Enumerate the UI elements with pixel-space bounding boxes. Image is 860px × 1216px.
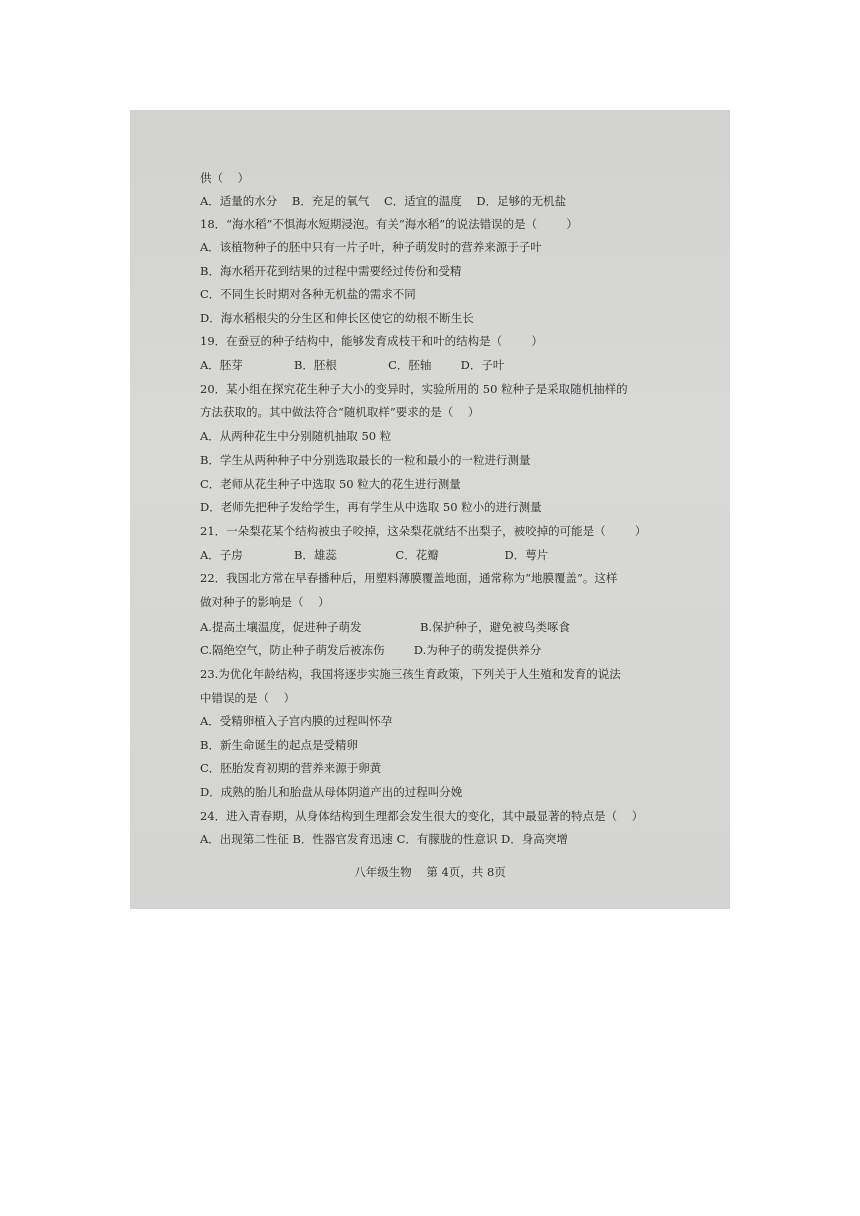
line-q18-b: B．海水稻开花到结果的过程中需要经过传份和受精 bbox=[200, 264, 462, 278]
line-q23-d: D．成熟的胎儿和胎盘从母体阴道产出的过程叫分娩 bbox=[200, 785, 463, 799]
line-q20-a: A．从两种花生中分别随机抽取 50 粒 bbox=[200, 429, 392, 443]
line-q20-stem-2: 方法获取的。其中做法符合“随机取样”要求的是（ ） bbox=[200, 405, 480, 419]
line-q22-ab: A.提高土壤温度，促进种子萌发 B.保护种子，避免被鸟类啄食 bbox=[200, 620, 571, 634]
line-q18-c: C．不同生长时期对各种无机盐的需求不同 bbox=[200, 287, 416, 301]
line-q18-a: A．该植物种子的胚中只有一片子叶，种子萌发时的营养来源于子叶 bbox=[200, 240, 542, 254]
line-q23-a: A．受精卵植入子宫内膜的过程叫怀孕 bbox=[200, 714, 393, 728]
line-q20-c: C．老师从花生种子中选取 50 粒大的花生进行测量 bbox=[200, 477, 461, 491]
line-q18-stem: 18．“海水稻”不惧海水短期浸泡。有关“海水稻”的说法错误的是（ ） bbox=[200, 217, 578, 231]
line-q24-options: A．出现第二性征 B．性器官发育迅速 C．有朦胧的性意识 D．身高突增 bbox=[200, 832, 568, 846]
line-q21-stem: 21．一朵梨花某个结构被虫子咬掉，这朵梨花就结不出梨子，被咬掉的可能是（ ） bbox=[200, 524, 647, 538]
page-footer: 八年级生物 第 4页，共 8页 bbox=[354, 865, 506, 879]
line-q23-c: C．胚胎发育初期的营养来源于卵黄 bbox=[200, 761, 382, 775]
line-q18-d: D．海水稻根尖的分生区和伸长区使它的幼根不断生长 bbox=[200, 311, 474, 325]
line-q23-stem-2: 中错误的是（ ） bbox=[200, 691, 296, 705]
exam-page-photo bbox=[130, 110, 730, 909]
line-q23-stem-1: 23.为优化年龄结构，我国将逐步实施三孩生育政策，下列关于人生殖和发育的说法 bbox=[200, 667, 621, 681]
line-q19-options: A．胚芽 B．胚根 C．胚轴 D．子叶 bbox=[200, 358, 505, 372]
line-q21-options: A．子房 B．雄蕊 C．花瓣 D．萼片 bbox=[200, 548, 549, 562]
line-q24-stem: 24．进入青春期，从身体结构到生理都会发生很大的变化，其中最显著的特点是（ ） bbox=[200, 809, 644, 823]
line-q20-stem-1: 20．某小组在探究花生种子大小的变异时，实验所用的 50 粒种子是采取随机抽样的 bbox=[200, 382, 628, 396]
line-q19-stem: 19．在蚕豆的种子结构中，能够发育成枝干和叶的结构是（ ） bbox=[200, 334, 543, 348]
line-q20-b: B．学生从两种种子中分别选取最长的一粒和最小的一粒进行测量 bbox=[200, 453, 531, 467]
line-q20-d: D．老师先把种子发给学生，再有学生从中选取 50 粒小的进行测量 bbox=[200, 500, 542, 514]
line-q22-cd: C.隔绝空气，防止种子萌发后被冻伤 D.为种子的萌发提供养分 bbox=[200, 643, 542, 657]
line-q22-stem-2: 做对种子的影响是（ ） bbox=[200, 595, 330, 609]
line-q17-options: A．适量的水分 B．充足的氧气 C．适宜的温度 D．足够的无机盐 bbox=[200, 194, 567, 208]
line-q17-tail: 供（ ） bbox=[200, 171, 250, 185]
line-q22-stem-1: 22．我国北方常在早春播种后，用塑料薄膜覆盖地面，通常称为“地膜覆盖”。这样 bbox=[200, 571, 618, 585]
line-q23-b: B．新生命诞生的起点是受精卵 bbox=[200, 738, 358, 752]
